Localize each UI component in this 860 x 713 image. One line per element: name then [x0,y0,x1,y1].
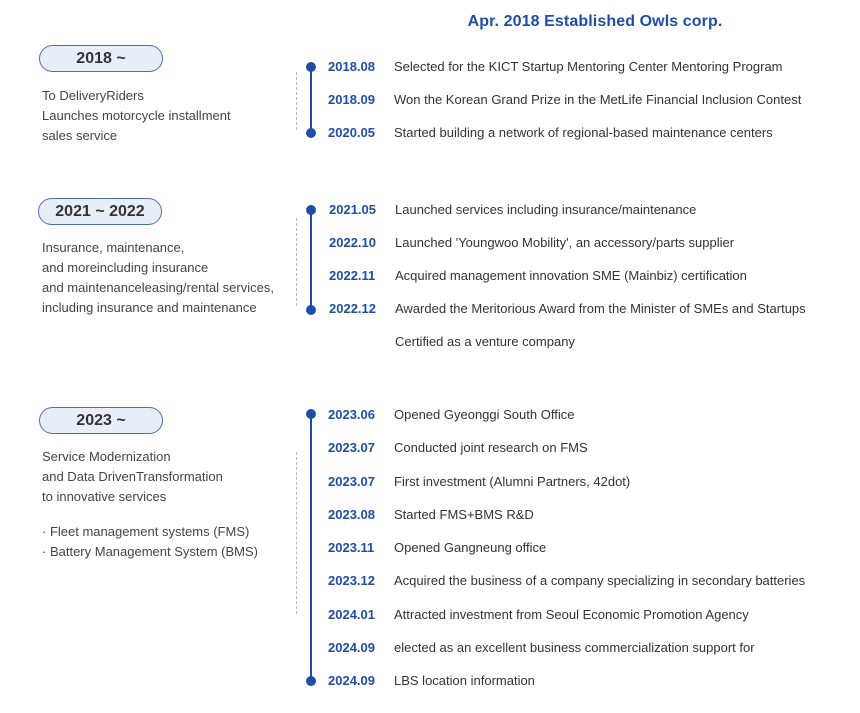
description-line: including insurance and maintenance [42,300,257,315]
event-text: Opened Gyeonggi South Office [394,407,575,422]
description-line: and moreincluding insurance [42,260,209,275]
event-text: First investment (Alumni Partners, 42dot) [394,474,631,489]
timeline-event [0,672,860,705]
description-line: Launches motorcycle installment [42,108,231,123]
event-date: 2023.08 [328,507,375,522]
event-text: Acquired management innovation SME (Mainbiz) certification [395,268,747,283]
event-date: 2024.01 [328,607,375,622]
event-date: 2023.12 [328,573,375,588]
event-date: 2022.11 [329,268,376,283]
event-text: elected as an excellent business commercialization support for [394,640,755,655]
event-date: 2021.05 [329,202,376,217]
bullet-item: · Battery Management System (BMS) [42,544,259,559]
event-date: 2022.10 [329,235,376,250]
event-text: Started building a network of regional-based maintenance centers [394,125,773,140]
event-text: Selected for the KICT Startup Mentoring Center Mentoring Program [394,59,783,74]
event-text: Certified as a venture company [395,334,575,349]
event-text: Conducted joint research on FMS [394,440,588,455]
period-badge: 2023 ~ [39,407,163,434]
event-text: Launched services including insurance/maintenance [395,202,697,217]
timeline-event [0,539,860,572]
event-text: Started FMS+BMS R&D [394,507,534,522]
event-text: Awarded the Meritorious Award from the Minister of SMEs and Startups [395,301,806,316]
event-date: 2018.09 [328,92,375,107]
description-line: sales service [42,128,118,143]
event-date: 2022.12 [329,301,376,316]
event-text: LBS location information [394,673,535,688]
description-line: to innovative services [42,489,167,504]
bullet-item: · Fleet management systems (FMS) [42,524,250,539]
event-text: Won the Korean Grand Prize in the MetLife Financial Inclusion Contest [394,92,802,107]
event-date: 2023.11 [328,540,375,555]
timeline-event [0,91,860,124]
timeline-event [0,267,860,300]
event-date: 2024.09 [328,640,375,655]
event-text: Attracted investment from Seoul Economic Promotion Agency [394,607,749,622]
period-badge: 2021 ~ 2022 [38,198,162,225]
event-date: 2023.07 [328,474,375,489]
event-text: Opened Gangneung office [394,540,547,555]
event-date: 2023.07 [328,440,375,455]
timeline-event [0,124,860,157]
timeline-event [0,506,860,539]
timeline-event [0,473,860,506]
timeline-event [0,572,860,605]
description-line: Insurance, maintenance, [42,240,185,255]
timeline-event [0,406,860,439]
timeline-event [0,606,860,639]
timeline-event [0,201,860,234]
timeline-event [0,639,860,672]
description-line: To DeliveryRiders [42,88,144,103]
event-date: 2023.06 [328,407,375,422]
timeline-event [0,300,860,333]
description-line: and maintenanceleasing/rental services, [42,280,274,295]
event-date: 2020.05 [328,125,375,140]
event-date: 2018.08 [328,59,375,74]
event-text: Launched 'Youngwoo Mobility', an accessory/parts supplier [395,235,735,250]
period-badge: 2018 ~ [39,45,163,72]
description-line: Service Modernization [42,449,171,464]
timeline-event [0,234,860,267]
event-date: 2024.09 [328,673,375,688]
description-line: and Data DrivenTransformation [42,469,223,484]
timeline-event [0,58,860,91]
timeline-event [0,439,860,472]
event-text: Acquired the business of a company specializing in secondary batteries [394,573,806,588]
timeline-event [0,333,860,366]
page-header-title: Apr. 2018 Established Owls corp. [467,13,723,30]
